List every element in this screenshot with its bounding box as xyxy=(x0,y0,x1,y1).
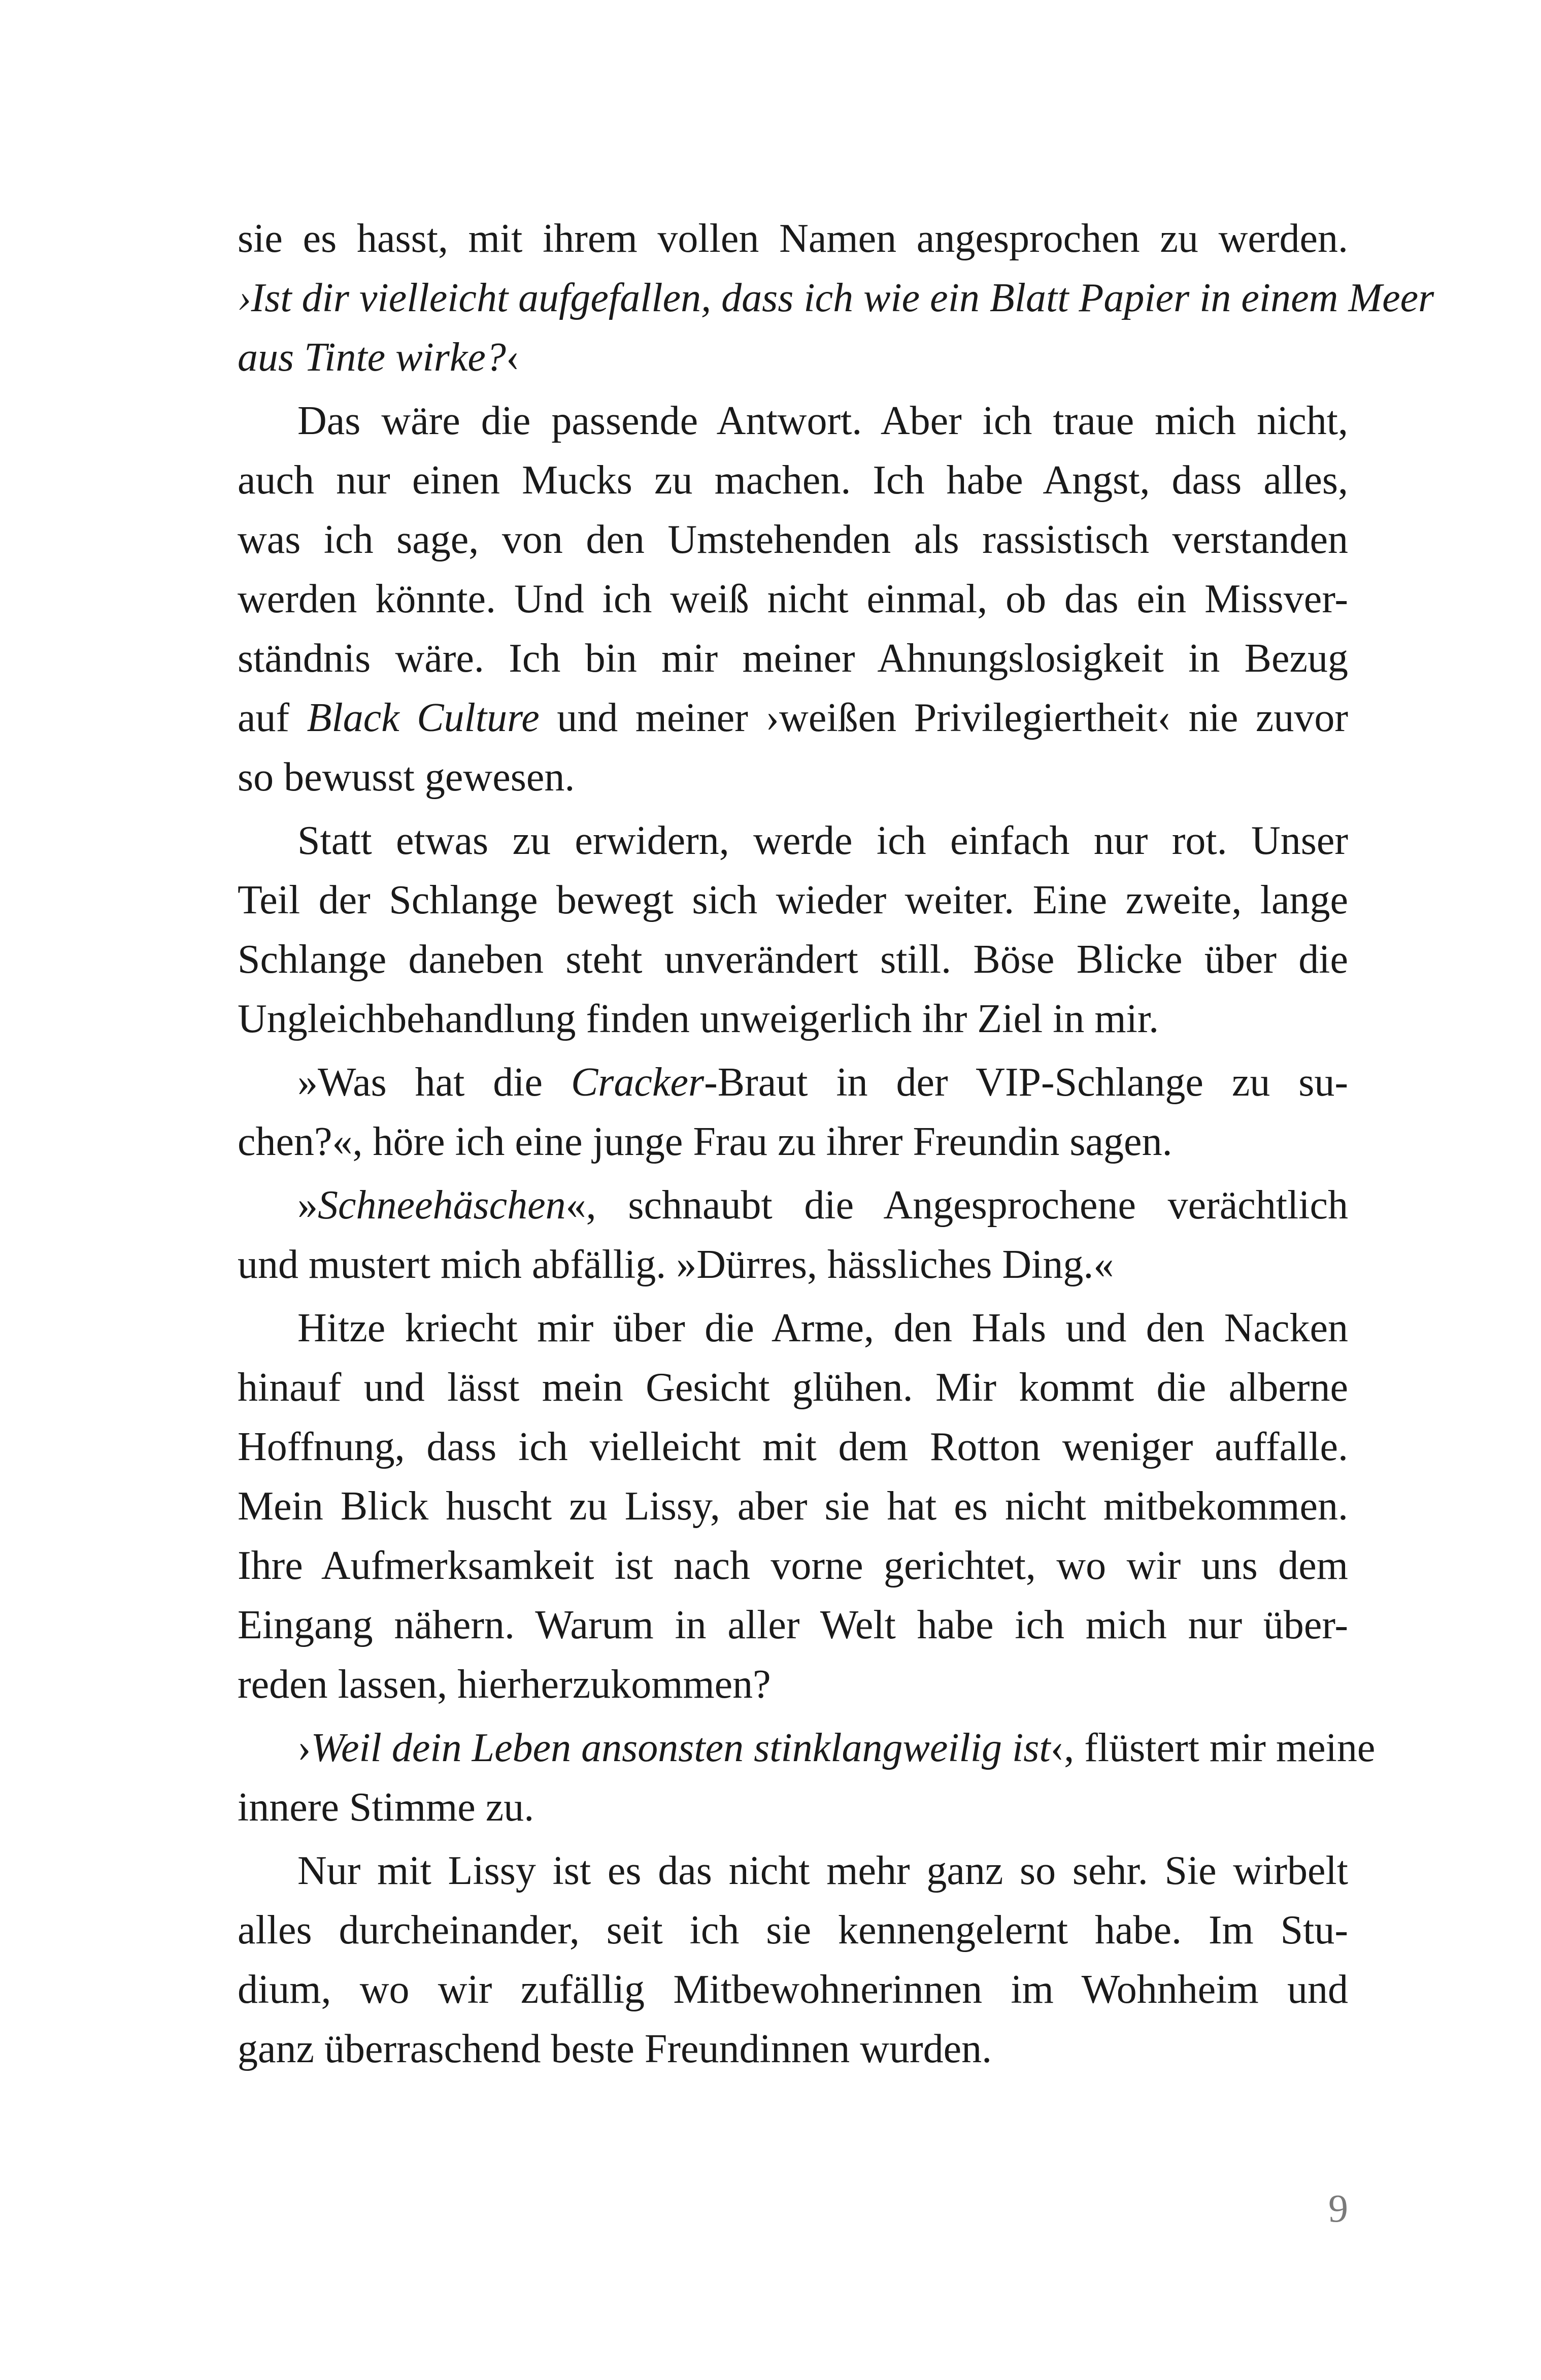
text-line xyxy=(238,451,1348,510)
text-line xyxy=(238,269,1434,328)
text-line xyxy=(238,930,1348,989)
text-run: auch nur einen Mucks zu machen. Ich habe Angst, dass alles, xyxy=(238,458,1348,503)
text-line xyxy=(238,209,1348,269)
text-line xyxy=(238,328,1348,387)
paragraph xyxy=(238,1718,1376,1837)
text-line xyxy=(238,871,1348,930)
text-run: Das wäre die passende Antwort. Aber ich traue mich nicht, xyxy=(297,399,1348,443)
text-run: Schlange daneben steht unverändert still. Böse Blicke über die xyxy=(238,937,1348,982)
text-run: Ungleichbehandlung finden unweigerlich ihr Ziel in mir. xyxy=(238,997,1159,1041)
paragraph xyxy=(238,1176,1348,1295)
page-number: 9 xyxy=(1328,2186,1348,2230)
text-line xyxy=(238,748,1348,807)
italic-text: aus Tinte wirke? xyxy=(238,335,506,380)
text-run: › xyxy=(297,1726,311,1770)
text-line xyxy=(238,1536,1348,1596)
text-line xyxy=(238,1778,1348,1837)
text-run: chen?«, höre ich eine junge Frau zu ihrer Freundin sagen. xyxy=(238,1119,1172,1164)
text-line xyxy=(238,1235,1348,1295)
text-line xyxy=(238,1655,1348,1714)
text-line xyxy=(238,688,1348,748)
text-run: dium, wo wir zufällig Mitbewohnerinnen im Wohnheim und xyxy=(238,1967,1348,2012)
paragraph xyxy=(238,811,1348,1049)
text-run: Statt etwas zu erwidern, werde ich einfach nur rot. Unser xyxy=(297,818,1348,863)
text-run: » xyxy=(297,1183,318,1228)
text-run: so bewusst gewesen. xyxy=(238,755,575,800)
italic-text: Cracker xyxy=(571,1060,705,1105)
text-run: »Was hat die xyxy=(297,1060,571,1105)
text-line xyxy=(238,1901,1348,1960)
italic-text: Schneehäschen xyxy=(318,1183,566,1228)
text-line xyxy=(238,629,1348,688)
text-run: ‹ xyxy=(506,335,520,380)
italic-text: Black Culture xyxy=(307,696,540,740)
text-line xyxy=(238,1176,1348,1235)
text-line xyxy=(238,510,1348,570)
text-line xyxy=(238,1417,1348,1477)
text-line xyxy=(238,989,1348,1049)
text-line xyxy=(238,1596,1348,1655)
text-run: Nur mit Lissy ist es das nicht mehr ganz so sehr. Sie wirbelt xyxy=(297,1848,1348,1893)
text-line xyxy=(238,1053,1348,1112)
text-line xyxy=(238,1718,1376,1778)
text-run: auf xyxy=(238,696,307,740)
text-run: Eingang nähern. Warum in aller Welt habe ich mich nur über- xyxy=(238,1603,1348,1647)
text-run: «, schnaubt die Angesprochene verächtlich xyxy=(565,1183,1348,1228)
italic-text: Weil dein Leben ansonsten stinklangweilig ist xyxy=(311,1726,1051,1770)
text-run: Mein Blick huscht zu Lissy, aber sie hat es nicht mitbekommen. xyxy=(238,1484,1348,1529)
text-line xyxy=(238,1299,1348,1358)
italic-text: ›Ist dir vielleicht aufgefallen, dass ich wie ein Blatt Papier in einem Meer xyxy=(238,276,1434,320)
text-run: Hoffnung, dass ich vielleicht mit dem Rotton weniger auffalle. xyxy=(238,1425,1348,1469)
text-line xyxy=(238,1841,1348,1901)
paragraph xyxy=(238,1299,1348,1714)
text-run: alles durcheinander, seit ich sie kennengelernt habe. Im Stu- xyxy=(238,1908,1348,1953)
text-run: was ich sage, von den Umstehenden als rassistisch verstanden xyxy=(238,517,1348,562)
text-line xyxy=(238,1960,1348,2020)
text-run: hinauf und lässt mein Gesicht glühen. Mir kommt die alberne xyxy=(238,1365,1348,1410)
body-text xyxy=(238,209,1434,2079)
paragraph xyxy=(238,1841,1348,2079)
paragraph xyxy=(238,1053,1348,1172)
paragraph xyxy=(238,209,1434,387)
text-run: -Braut in der VIP-Schlange zu su- xyxy=(704,1060,1348,1105)
text-line xyxy=(238,2020,1348,2079)
text-run: ständnis wäre. Ich bin mir meiner Ahnungslosigkeit in Bezug xyxy=(238,636,1348,681)
text-run: ganz überraschend beste Freundinnen wurden. xyxy=(238,2027,992,2071)
text-line xyxy=(238,1477,1348,1536)
paragraph xyxy=(238,391,1348,807)
text-run: Teil der Schlange bewegt sich wieder weiter. Eine zweite, lange xyxy=(238,878,1348,922)
text-line xyxy=(238,1112,1348,1172)
text-run: innere Stimme zu. xyxy=(238,1785,534,1830)
text-run: Hitze kriecht mir über die Arme, den Hals und den Nacken xyxy=(297,1306,1348,1350)
text-run: werden könnte. Und ich weiß nicht einmal, ob das ein Missver- xyxy=(238,577,1348,621)
text-line xyxy=(238,1358,1348,1417)
text-line xyxy=(238,391,1348,451)
text-run: Ihre Aufmerksamkeit ist nach vorne gerichtet, wo wir uns dem xyxy=(238,1543,1348,1588)
text-line xyxy=(238,570,1348,629)
text-run: sie es hasst, mit ihrem vollen Namen angesprochen zu werden. xyxy=(238,216,1348,261)
text-run: und mustert mich abfällig. »Dürres, hässliches Ding.« xyxy=(238,1242,1114,1287)
text-line xyxy=(238,811,1348,871)
text-run: und meiner ›weißen Privilegiertheit‹ nie zuvor xyxy=(539,696,1349,740)
text-run: reden lassen, hierherzukommen? xyxy=(238,1662,771,1707)
text-run: ‹, flüstert mir meine xyxy=(1050,1726,1376,1770)
